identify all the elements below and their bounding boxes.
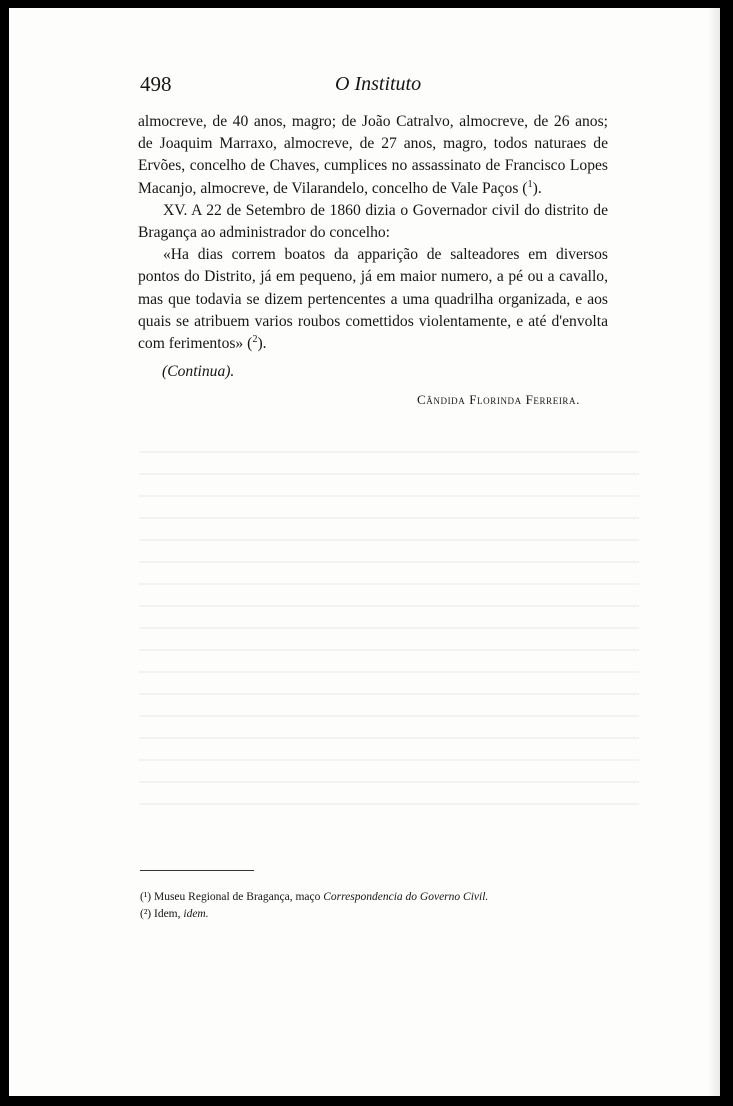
body-text: [138, 111, 608, 355]
page-header: [9, 72, 720, 102]
footnotes: [140, 889, 570, 923]
scan-edge-shadow: [708, 8, 720, 1096]
paragraph-1: [138, 111, 608, 200]
footnote-2-marker: (²): [140, 908, 152, 920]
paragraph-3-end: ).: [257, 335, 267, 353]
footnote-2-text: Idem,: [153, 908, 181, 920]
page-number: 498: [140, 72, 172, 96]
running-title: O Instituto: [335, 73, 422, 95]
footnote-ref-2: 2: [252, 333, 258, 345]
footnote-divider: [140, 870, 254, 871]
paragraph-2: XV. A 22 de Setembro de 1860 dizia o Governador civil do distrito de Bragança ao administrador do concelho:: [138, 201, 608, 242]
show-through-texture: [139, 438, 639, 818]
paragraph-1-end: ).: [532, 179, 542, 197]
footnote-1-marker: (¹): [140, 891, 152, 903]
footnote-1-text: Museu Regional de Bragança, maço: [153, 891, 321, 903]
paragraph-3-text: «Ha dias correm boatos da apparição de salteadores em diversos pontos do Distrito, já em pequeno, já em maior numero, a pé ou a cavallo, mas que todavia se dizem pertencentes a uma quadrilha organizada, e aos quais se atribuem varios roubos comettidos violentamente, e até d'envolta com ferimentos» (: [138, 246, 608, 353]
footnote-1-italic: Correspondencia do Governo Civil.: [323, 891, 489, 903]
author-signature: Cândida Florinda Ferreira.: [417, 392, 580, 407]
paragraph-1-text: almocreve, de 40 anos, magro; de João Catralvo, almocreve, de 26 anos; de Joaquim Marraxo, almocreve, de 27 anos, magro, todos naturaes de Ervões, concelho de Chaves, cumplices no assassinato de Francisco Lopes Macanjo, almocreve, de Vilarandelo, concelho de Vale Paços (: [138, 113, 608, 197]
paragraph-3: [138, 244, 608, 355]
footnote-ref-1: 1: [527, 178, 533, 190]
footnote-1: [140, 889, 570, 906]
continua-note: (Continua).: [162, 363, 235, 380]
book-page: [9, 8, 720, 1096]
footnote-2-italic: idem.: [183, 908, 209, 920]
footnote-2: [140, 906, 570, 923]
